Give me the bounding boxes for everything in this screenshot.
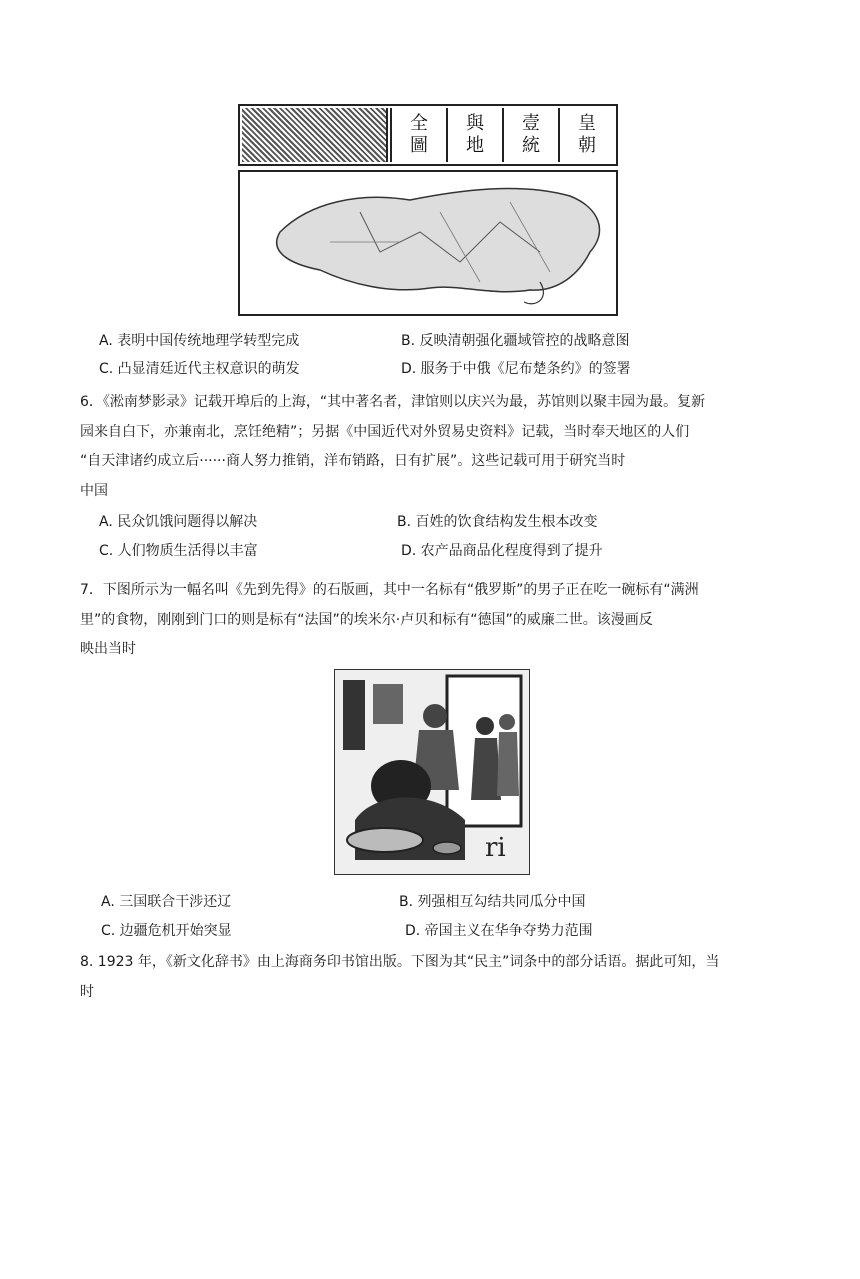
svg-text:ri: ri xyxy=(485,833,506,863)
map-image xyxy=(238,170,618,316)
cartoon-drawing xyxy=(335,670,529,874)
q8-text-line: 时 xyxy=(80,984,94,1000)
map-title-cell xyxy=(502,108,558,162)
q6-option-b[interactable]: B. 百姓的饮食结构发生根本改变 xyxy=(397,514,598,530)
map-title-char: 與 xyxy=(466,113,484,134)
q5-option-a[interactable]: A. 表明中国传统地理学转型完成 xyxy=(99,333,300,349)
q7-text-line: 里”的食物，刚刚到门口的则是标有“法国”的埃米尔·卢贝和标有“德国”的威廉二世。该漫画反 xyxy=(80,612,653,628)
map-title-char: 全 xyxy=(410,113,428,134)
map-title-char: 皇 xyxy=(578,113,596,134)
map-title-cell xyxy=(446,108,502,162)
map-title-cell xyxy=(558,108,614,162)
map-banner-illustration xyxy=(242,108,388,162)
q6-option-a[interactable]: A. 民众饥饿问题得以解决 xyxy=(99,514,258,530)
map-title-char: 朝 xyxy=(578,135,596,156)
map-title-char: 圖 xyxy=(410,135,428,156)
q7-text-line: 映出当时 xyxy=(80,641,136,657)
q8-text-line: 8. 1923 年，《新文化辞书》由上海商务印书馆出版。下图为其“民主”词条中的部分话语。据此可知，当 xyxy=(80,954,720,970)
q6-text-line: 6．《淞南梦影录》记载开埠后的上海，“其中著名者，津馆则以庆兴为最，苏馆则以聚丰园为最。复新 xyxy=(80,394,706,410)
map-title-banner xyxy=(238,104,618,166)
q5-option-c[interactable]: C. 凸显清廷近代主权意识的萌发 xyxy=(99,361,300,377)
map-title-char: 統 xyxy=(522,135,540,156)
q6-text-line: 中国 xyxy=(80,483,108,499)
q6-option-d[interactable]: D. 农产品商品化程度得到了提升 xyxy=(401,543,603,559)
q5-option-b[interactable]: B. 反映清朝强化疆域管控的战略意图 xyxy=(401,333,630,349)
map-drawing xyxy=(240,172,616,314)
q6-text-line: “自天津诸约成立后······商人努力推销，洋布销路，日有扩展”。这些记载可用于研究当时 xyxy=(80,453,626,469)
map-title-char: 地 xyxy=(466,135,484,156)
q6-option-c[interactable]: C. 人们物质生活得以丰富 xyxy=(99,543,258,559)
q7-option-d[interactable]: D. 帝国主义在华争夺势力范围 xyxy=(405,923,593,939)
q6-text-line: 园来自白下，亦兼南北，烹饪绝精”；另据《中国近代对外贸易史资料》记载，当时奉天地区的人们 xyxy=(80,424,690,440)
map-title-cell xyxy=(390,108,446,162)
q7-option-c[interactable]: C. 边疆危机开始突显 xyxy=(101,923,232,939)
map-figure xyxy=(238,104,618,316)
q7-text-line: 7．下图所示为一幅名叫《先到先得》的石版画，其中一名标有“俄罗斯”的男子正在吃一碗标有“满洲 xyxy=(80,582,699,598)
q7-option-b[interactable]: B. 列强相互勾结共同瓜分中国 xyxy=(399,894,586,910)
q7-option-a[interactable]: A. 三国联合干涉还辽 xyxy=(101,894,232,910)
q5-option-d[interactable]: D. 服务于中俄《尼布楚条约》的签署 xyxy=(401,361,631,377)
map-title-char: 壹 xyxy=(522,113,540,134)
cartoon-image xyxy=(334,669,530,875)
